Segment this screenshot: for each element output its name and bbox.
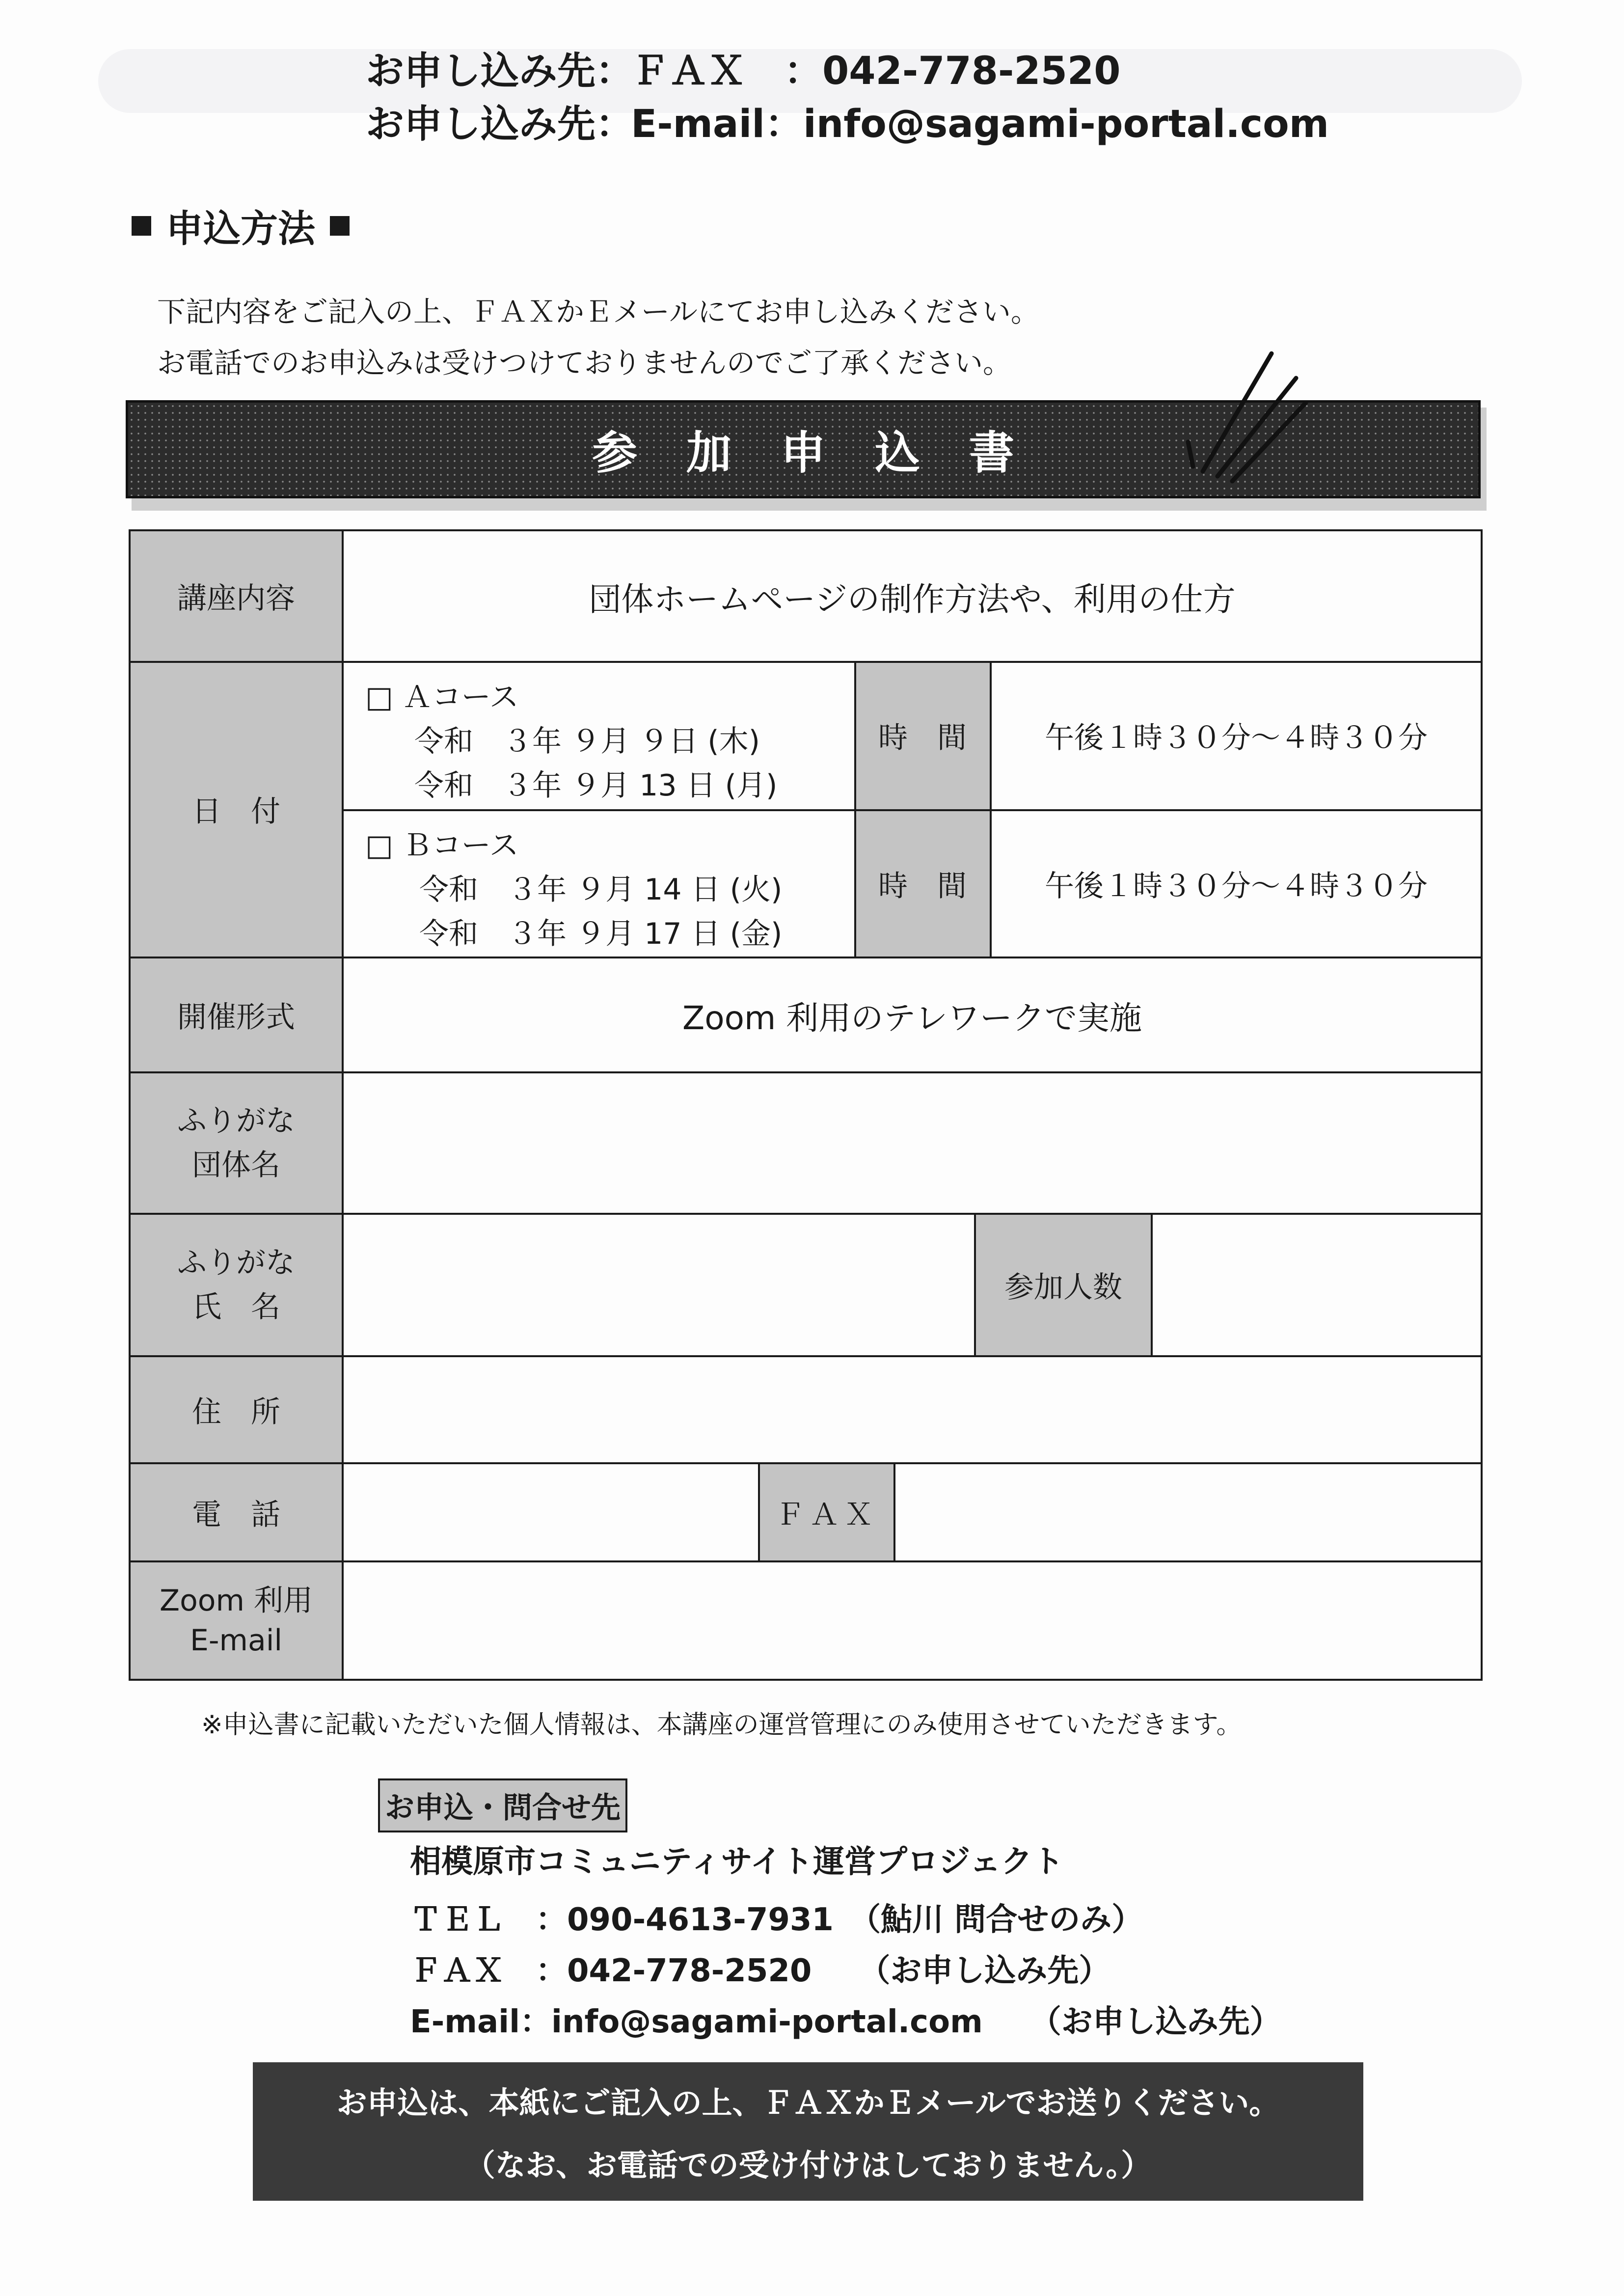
group-label: 団体名 <box>192 1148 280 1182</box>
course-b-date-1: 令和 ３年 ９月 14 日 (火) <box>419 873 783 907</box>
footer-notice <box>253 2062 1363 2201</box>
course-label: 講座内容 <box>177 581 295 616</box>
name-label <box>131 1215 342 1355</box>
header-email <box>366 93 1329 148</box>
zoom-email-field[interactable] <box>344 1562 1481 1679</box>
name-label-text: 氏 名 <box>192 1290 280 1324</box>
format-value: Zoom 利用のテレワークで実施 <box>682 999 1142 1037</box>
phone-field[interactable] <box>344 1464 758 1560</box>
phone-label: 電 話 <box>192 1498 280 1532</box>
header-email-label: お申し込み先： <box>366 102 634 146</box>
course-b-time-label: 時 間 <box>878 869 967 903</box>
header-email-value: E-mail：info@sagami-portal.com <box>631 102 1329 146</box>
course-value: 団体ホームページの制作方法や、利用の仕方 <box>589 580 1236 618</box>
course-b-time-value: 午後１時３０分～４時３０分 <box>1045 869 1428 903</box>
course-b-name: □ Ｂコース <box>365 828 519 863</box>
form-title: 参加申込書 <box>592 427 1063 479</box>
method-title: 申込方法 <box>166 207 315 250</box>
square-bullet-icon <box>330 216 350 236</box>
format-label: 開催形式 <box>177 1000 295 1035</box>
header-fax-label: お申し込み先： <box>366 49 634 93</box>
square-bullet-icon <box>132 216 151 236</box>
method-line-1: 下記内容をご記入の上、ＦＡＸかＥメールにてお申し込みください。 <box>157 295 1039 328</box>
footer-line-2: （なお、お電話での受け付けはしておりません。） <box>464 2147 1152 2183</box>
fax-field[interactable] <box>895 1464 1481 1560</box>
name-furigana: ふりがな <box>177 1246 295 1280</box>
header-fax <box>366 40 1120 95</box>
pen-icon <box>1173 344 1311 491</box>
course-a-date-1: 令和 ３年 ９月 ９日 (木) <box>414 724 760 759</box>
group-furigana: ふりがな <box>177 1104 295 1138</box>
course-b-date-2: 令和 ３年 ９月 17 日 (金) <box>419 917 783 951</box>
group-name-label <box>131 1073 342 1213</box>
course-a-time-label: 時 間 <box>878 721 967 755</box>
contact-tel: ＴＥＬ ：090-4613-7931 （鮎川 問合せのみ） <box>410 1902 1143 1938</box>
participants-label: 参加人数 <box>1004 1270 1122 1305</box>
contact-fax: ＦＡＸ ：042-778-2520 （お申し込み先） <box>410 1953 1110 1989</box>
method-heading <box>132 199 350 252</box>
application-form <box>129 529 1483 1681</box>
date-label: 日 付 <box>192 794 280 829</box>
fax-label: ＦＡＸ <box>775 1498 878 1532</box>
course-a-time-value: 午後１時３０分～４時３０分 <box>1045 721 1428 755</box>
address-label: 住 所 <box>192 1395 280 1429</box>
name-field[interactable] <box>344 1215 974 1355</box>
header-fax-value: ＦＡＸ ：042-778-2520 <box>631 49 1121 93</box>
zoom-email-label <box>131 1562 342 1679</box>
participants-field[interactable] <box>1153 1215 1481 1355</box>
course-a-name: □ Ａコース <box>365 680 519 714</box>
contact-email: E-mail：info@sagami-portal.com （お申し込み先） <box>410 2004 1281 2040</box>
course-a-date-2: 令和 ３年 ９月 13 日 (月) <box>414 768 778 803</box>
method-line-2: お電話でのお申込みは受けつけておりませんのでご了承ください。 <box>157 346 1012 380</box>
contact-organization: 相模原市コミュニティサイト運営プロジェクト <box>410 1844 1064 1880</box>
zoom-email-text: E-mail <box>189 1623 283 1658</box>
footer-line-1: お申込は、本紙にご記入の上、ＦＡＸかＥメールでお送りください。 <box>336 2085 1280 2121</box>
address-field[interactable] <box>344 1357 1481 1462</box>
contact-tag: お申込・問合せ先 <box>378 1778 627 1832</box>
privacy-notice: ※申込書に記載いただいた個人情報は、本講座の運営管理にのみ使用させていただきます。 <box>201 1710 1242 1740</box>
group-name-field[interactable] <box>344 1073 1481 1213</box>
zoom-label: Zoom 利用 <box>159 1583 313 1618</box>
